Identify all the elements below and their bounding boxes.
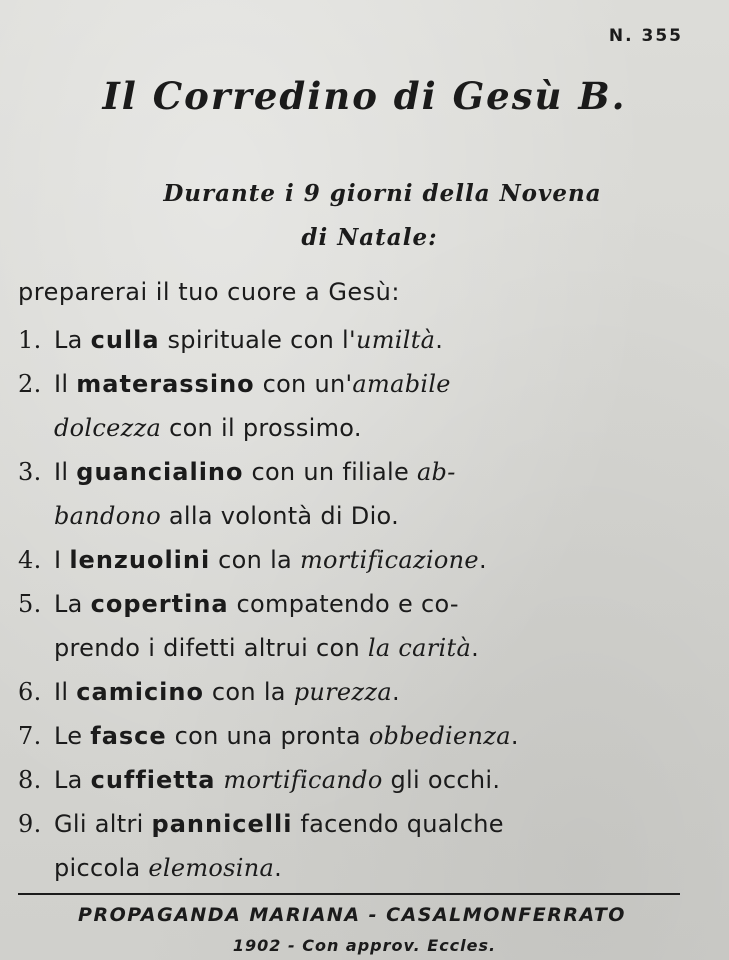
item-number: 5. [18,590,42,618]
item-line [54,326,443,354]
card-number: N. 355 [608,26,683,46]
item-text: . [274,854,283,882]
item-text: con un filiale [243,458,417,486]
item-text: facendo qualche [292,810,504,838]
item-keyword: culla [90,326,160,354]
item-text: con la [203,678,294,706]
item-line [18,406,698,450]
footer-divider [18,893,680,895]
item-line [54,810,504,838]
item-line [54,590,459,618]
approval-line: 1902 - Con approv. Eccles. [232,936,497,955]
item-number: 2. [18,370,42,398]
item-text: La [54,326,91,354]
item-text: La [54,766,91,794]
item-line [54,766,500,794]
item-keyword: fasce [90,722,167,750]
list-item [18,758,698,802]
item-keyword: camicino [76,678,204,706]
item-text: piccola [54,854,149,882]
item-text: con una pronta [166,722,369,750]
item-text: Le [54,722,91,750]
item-list [18,318,698,890]
item-text: spirituale con l' [159,326,356,354]
list-item [18,802,698,890]
item-text: gli occhi. [382,766,501,794]
item-emphasis: elemosina [148,854,275,882]
publisher-line: PROPAGANDA MARIANA - CASALMONFERRATO [78,904,626,926]
subtitle-line-1: Durante i 9 giorni della Novena [163,180,602,207]
item-text: I [54,546,70,574]
item-text: . [478,546,487,574]
item-text: Gli altri [54,810,152,838]
item-emphasis: purezza [293,678,392,706]
item-number: 7. [18,722,42,750]
list-item [18,582,698,670]
list-item [18,714,698,758]
item-text: La [54,590,91,618]
item-text: con un' [254,370,353,398]
item-line [18,626,698,670]
item-text: prendo i difetti altrui con [54,634,368,662]
item-emphasis: mortificazione [299,546,479,574]
item-keyword: materassino [76,370,255,398]
item-text: Il [54,458,77,486]
item-keyword: lenzuolini [69,546,211,574]
item-emphasis: ab- [416,458,456,486]
item-text: con il prossimo. [161,414,362,442]
item-line [54,678,400,706]
list-item [18,318,698,362]
item-number: 4. [18,546,42,574]
item-line [18,494,698,538]
page-title: Il Corredino di Gesù B. [102,74,627,118]
item-line [54,458,456,486]
item-text: compatendo e co- [228,590,459,618]
item-number: 9. [18,810,42,838]
item-line [54,546,487,574]
item-keyword: pannicelli [151,810,293,838]
item-emphasis: mortificando [223,766,383,794]
item-emphasis: obbedienza [368,722,511,750]
intro-text: preparerai il tuo cuore a Gesù: [18,278,400,306]
item-text: . [510,722,519,750]
list-item [18,450,698,538]
item-number: 8. [18,766,42,794]
item-line [54,370,451,398]
list-item [18,362,698,450]
item-number: 6. [18,678,42,706]
item-text: Il [54,370,77,398]
item-line [18,846,698,890]
item-text: con la [210,546,300,574]
item-keyword: copertina [90,590,229,618]
item-emphasis: amabile [352,370,451,398]
item-text: . [471,634,480,662]
list-item [18,538,698,582]
item-text: . [391,678,400,706]
item-emphasis: dolcezza [54,414,162,442]
item-line [54,722,519,750]
item-number: 3. [18,458,42,486]
item-text: alla volontà di Dio. [160,502,400,530]
item-emphasis: bandono [54,502,161,530]
item-number: 1. [18,326,42,354]
subtitle-line-2: di Natale: [301,224,438,251]
item-text: . [435,326,444,354]
item-keyword: cuffietta [90,766,216,794]
item-emphasis: umiltà [355,326,436,354]
item-emphasis: la carità [367,634,472,662]
item-keyword: guancialino [76,458,244,486]
list-item [18,670,698,714]
item-text: Il [54,678,77,706]
